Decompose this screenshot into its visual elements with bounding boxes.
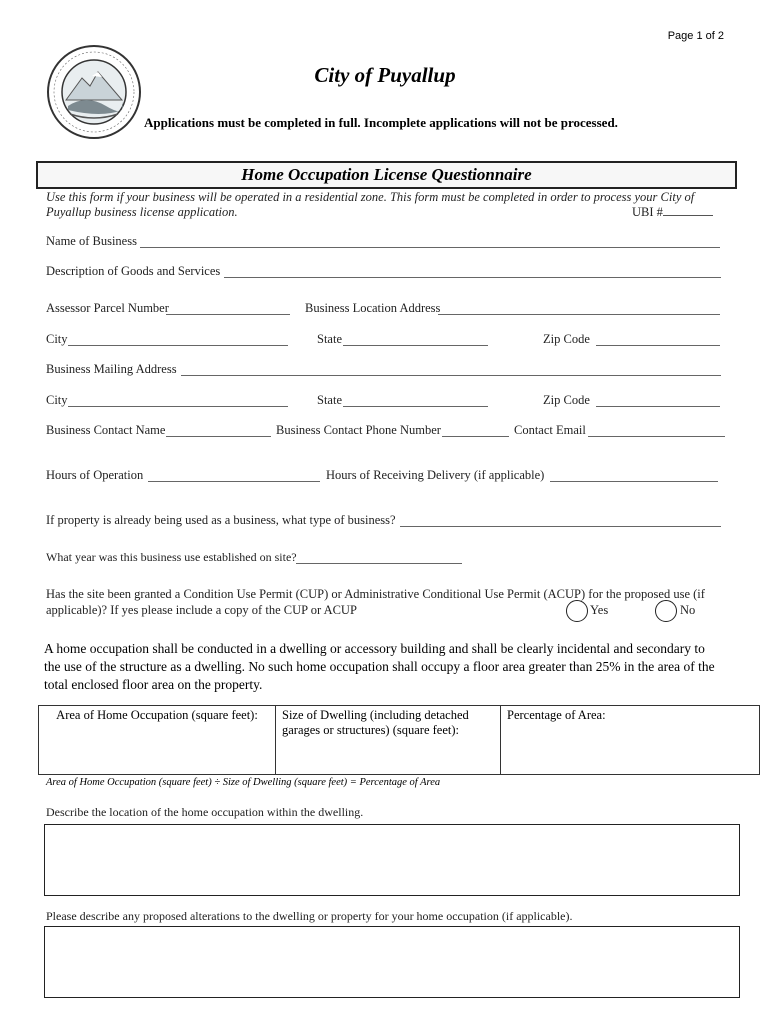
- mailing-address-input[interactable]: [181, 363, 721, 376]
- percentage-area-cell[interactable]: [501, 706, 760, 775]
- area-table: [38, 705, 760, 775]
- ubi-label-text: UBI #: [632, 205, 663, 219]
- cup-question-line2: applicable)? If yes please include a copy of the CUP or ACUP: [46, 603, 357, 617]
- hours-delivery-label: Hours of Receiving Delivery (if applicable): [326, 468, 545, 482]
- business-location-label: Business Location Address: [305, 301, 441, 315]
- city-label: City: [46, 332, 68, 346]
- state-input[interactable]: [343, 333, 488, 346]
- percentage-area-label: Percentage of Area:: [507, 708, 606, 722]
- city-seal-icon: [46, 44, 142, 140]
- contact-name-input[interactable]: [166, 424, 271, 437]
- yes-label: Yes: [590, 603, 609, 617]
- size-dwelling-label: Size of Dwelling (including detached garages or structures) (square feet):: [282, 708, 469, 737]
- zip-input[interactable]: [596, 333, 720, 346]
- contact-phone-label: Business Contact Phone Number: [276, 423, 441, 437]
- description-input[interactable]: [224, 265, 721, 278]
- assessor-parcel-label: Assessor Parcel Number: [46, 301, 169, 315]
- page-number: Page 1 of 2: [667, 30, 724, 42]
- name-of-business-label: Name of Business: [46, 234, 137, 248]
- mailing-state-label: State: [317, 393, 342, 407]
- mailing-zip-input[interactable]: [596, 394, 720, 407]
- business-location-input[interactable]: [438, 302, 720, 315]
- mailing-city-input[interactable]: [68, 394, 288, 407]
- ubi-label: [632, 205, 713, 220]
- city-input[interactable]: [68, 333, 288, 346]
- no-radio[interactable]: [655, 600, 677, 622]
- city-title: City of Puyallup: [314, 63, 456, 87]
- describe-alterations-textarea[interactable]: [44, 926, 740, 998]
- area-home-occupation-label: Area of Home Occupation (square feet):: [56, 708, 258, 722]
- mailing-address-label: Business Mailing Address: [46, 362, 177, 376]
- no-label: No: [680, 603, 696, 617]
- describe-location-label: Describe the location of the home occupation within the dwelling.: [46, 805, 364, 819]
- form-title: Home Occupation License Questionnaire: [36, 161, 737, 189]
- year-established-input[interactable]: [296, 551, 462, 564]
- contact-email-label: Contact Email: [514, 423, 586, 437]
- area-home-occupation-cell[interactable]: [39, 706, 276, 775]
- hours-delivery-input[interactable]: [550, 469, 718, 482]
- contact-phone-input[interactable]: [442, 424, 509, 437]
- hours-operation-input[interactable]: [148, 469, 320, 482]
- hours-operation-label: Hours of Operation: [46, 468, 144, 482]
- intro-text-line2: Puyallup business license application.: [46, 205, 238, 219]
- description-label: Description of Goods and Services: [46, 264, 221, 278]
- intro-text-line1: Use this form if your business will be operated in a residential zone. This form must be completed in order to process your City of: [46, 190, 695, 204]
- mailing-zip-label: Zip Code: [543, 393, 590, 407]
- contact-name-label: Business Contact Name: [46, 423, 166, 437]
- yes-radio[interactable]: [566, 600, 588, 622]
- size-dwelling-cell[interactable]: [276, 706, 501, 775]
- year-established-label: What year was this business use established on site?: [46, 550, 297, 564]
- mailing-state-input[interactable]: [343, 394, 488, 407]
- property-business-input[interactable]: [400, 514, 721, 527]
- home-occupation-paragraph: A home occupation shall be conducted in a dwelling or accessory building and shall be clearly incidental and secondary to the use of the structure as a dwelling. No such home occupation shall occupy a floor area greater than 25% in the area of the total enclosed floor area on the property.: [44, 641, 715, 692]
- describe-location-textarea[interactable]: [44, 824, 740, 896]
- mailing-city-label: City: [46, 393, 68, 407]
- assessor-parcel-input[interactable]: [166, 302, 290, 315]
- name-of-business-input[interactable]: [140, 235, 720, 248]
- zip-label: Zip Code: [543, 332, 590, 346]
- area-formula: Area of Home Occupation (square feet) ÷ Size of Dwelling (square feet) = Percentage of Area: [46, 777, 441, 788]
- property-business-label: If property is already being used as a business, what type of business?: [46, 513, 396, 527]
- contact-email-input[interactable]: [588, 424, 725, 437]
- ubi-input[interactable]: [663, 214, 713, 216]
- state-label: State: [317, 332, 342, 346]
- describe-alterations-label: Please describe any proposed alterations to the dwelling or property for your home occupation (if applicable).: [46, 909, 573, 923]
- cup-question-line1: Has the site been granted a Condition Use Permit (CUP) or Administrative Conditional Use Permit (ACUP) for the proposed use (if: [46, 587, 705, 601]
- completion-notice: Applications must be completed in full. Incomplete applications will not be processed.: [144, 115, 618, 130]
